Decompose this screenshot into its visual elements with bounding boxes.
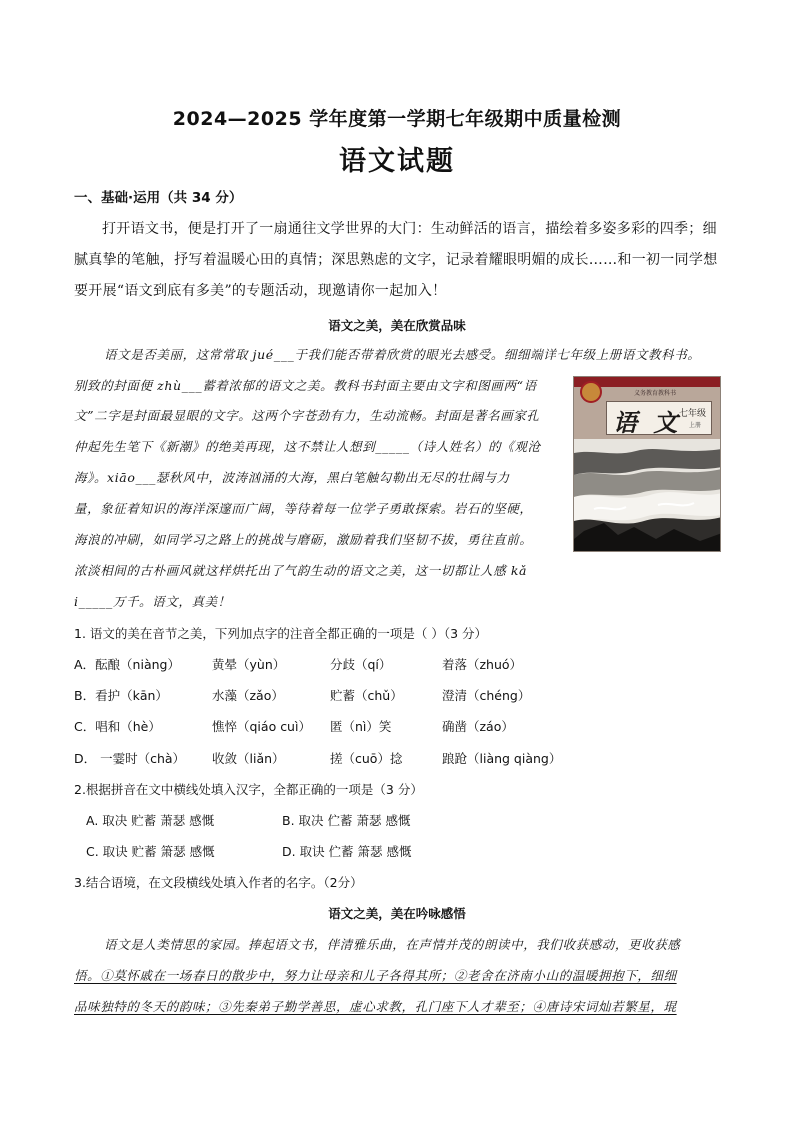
cover-title: 语 文: [613, 408, 682, 437]
passage-line: 仲起先生笔下《新潮》的绝美再现，这不禁让人想到_____（诗人姓名）的《观沧: [74, 439, 541, 454]
part2-title: 语文之美，美在吟咏感悟: [328, 906, 466, 921]
exam-title: 2024—2025 学年度第一学期七年级期中质量检测: [172, 108, 622, 130]
question-1-stem: 1. 语文的美在音节之美，下列加点字的注音全都正确的一项是（ ）（3 分）: [74, 626, 488, 641]
q1-option-c-word: 憔悴（qiáo cuì）: [212, 719, 311, 734]
cover-publisher-text: 义务教育教科书: [634, 390, 677, 397]
passage-line: 语文是否美丽，这常常取 jué___于我们能否带着欣赏的眼光去感受。细细端详七年级上册语文教科书。: [104, 347, 701, 362]
passage-line-underlined: 悟。①莫怀戚在一场春日的散步中，努力让母亲和儿子各得其所；②老舍在济南小山的温暖拥抱下，细细: [74, 968, 677, 983]
passage-line: 海》。xiāo___瑟秋风中，波涛汹涌的大海，黑白笔触勾勒出无尽的壮阔与力: [74, 470, 510, 485]
q1-option-c: C．唱和（hè）: [74, 719, 161, 734]
q1-option-b: B．看护（kān）: [74, 688, 168, 703]
question-2-stem: 2.根据拼音在文中横线处填入汉字，全都正确的一项是（3 分）: [74, 782, 423, 797]
textbook-cover-image: [573, 376, 721, 552]
q1-option-b-word: 贮蓄（chǔ）: [330, 688, 403, 703]
passage-line: 浓淡相间的古朴画风就这样烘托出了气韵生动的语文之美，这一切都让人感 kǎ: [74, 563, 528, 578]
q1-option-d-word: 搓（cuō）捻: [330, 751, 403, 766]
q2-option-d: D. 取诀 伫蓄 箫瑟 感慨: [282, 844, 412, 859]
q1-option-d-word: 踉跄（liàng qiàng）: [442, 751, 562, 766]
exam-subject-title: 语文试题: [339, 146, 455, 177]
part1-title: 语文之美，美在欣赏品味: [328, 318, 466, 333]
q2-option-b: B. 取决 伫蓄 萧瑟 感慨: [282, 813, 411, 828]
intro-paragraph: 打开语文书，便是打开了一扇通往文学世界的大门：生动鲜活的语言，描绘着多姿多彩的四季；细腻真挚的笔触，抒写着温暖心田的真情；深思熟虑的文字，记录着耀眼明媚的成长……和一初一同学想要开展“语文到底有多美”的专题活动，现邀请你一起加入！: [74, 221, 718, 299]
q1-option-b-word: 澄清（chéng）: [442, 688, 531, 703]
sea-painting-icon: [574, 439, 721, 552]
cover-title-label: [606, 401, 712, 435]
q2-option-a: A. 取决 贮蓄 萧瑟 感慨: [86, 813, 215, 828]
section-heading: 一、基础·运用（共 34 分）: [74, 190, 243, 206]
passage-line-underlined: 品味独特的冬天的韵味；③先秦弟子勤学善思，虚心求教，孔门座下人才辈至；④唐诗宋词灿若繁星，琨: [74, 999, 677, 1014]
passage-line: i_____万千。语文，真美！: [74, 594, 231, 609]
passage-line: 量，象征着知识的海洋深邃而广阔，等待着每一位学子勇敢探索。岩石的坚硬，: [74, 501, 533, 516]
passage-line: 文”二字是封面最显眼的文字。这两个字苍劲有力，生动流畅。封面是著名画家孔: [74, 408, 540, 423]
publisher-logo-icon: [580, 381, 602, 403]
q1-option-c-word: 匿（nì）笑: [330, 719, 392, 734]
passage-line: 语文是人类情思的家园。捧起语文书，伴清雅乐曲，在声情并茂的朗读中，我们收获感动，更收获感: [104, 937, 681, 952]
q1-option-a-word: 分歧（qí）: [330, 657, 392, 672]
cover-grade: 七年级: [678, 409, 706, 419]
q1-option-d-word: 收敛（liǎn）: [212, 751, 285, 766]
question-3-stem: 3.结合语境，在文段横线处填入作者的名字。（2分）: [74, 875, 363, 890]
q2-option-c: C. 取诀 贮蓄 箫瑟 感慨: [86, 844, 215, 859]
q1-option-c-word: 确凿（záo）: [442, 719, 514, 734]
q1-option-b-word: 水藻（zǎo）: [212, 688, 284, 703]
passage-line: 别致的封面便 zhù___蓄着浓郁的语文之美。教科书封面主要由文字和图画两“语: [74, 378, 537, 393]
passage-line: 海浪的冲刷，如同学习之路上的挑战与磨砺，激励着我们坚韧不拔，勇往直前。: [74, 532, 533, 547]
q1-option-d: D． 一霎时（chà）: [74, 751, 186, 766]
cover-volume: 上册: [688, 422, 701, 429]
q1-option-a: A．酝酿（niàng）: [74, 657, 180, 672]
q1-option-a-word: 黄晕（yùn）: [212, 657, 286, 672]
q1-option-a-word: 着落（zhuó）: [442, 657, 523, 672]
